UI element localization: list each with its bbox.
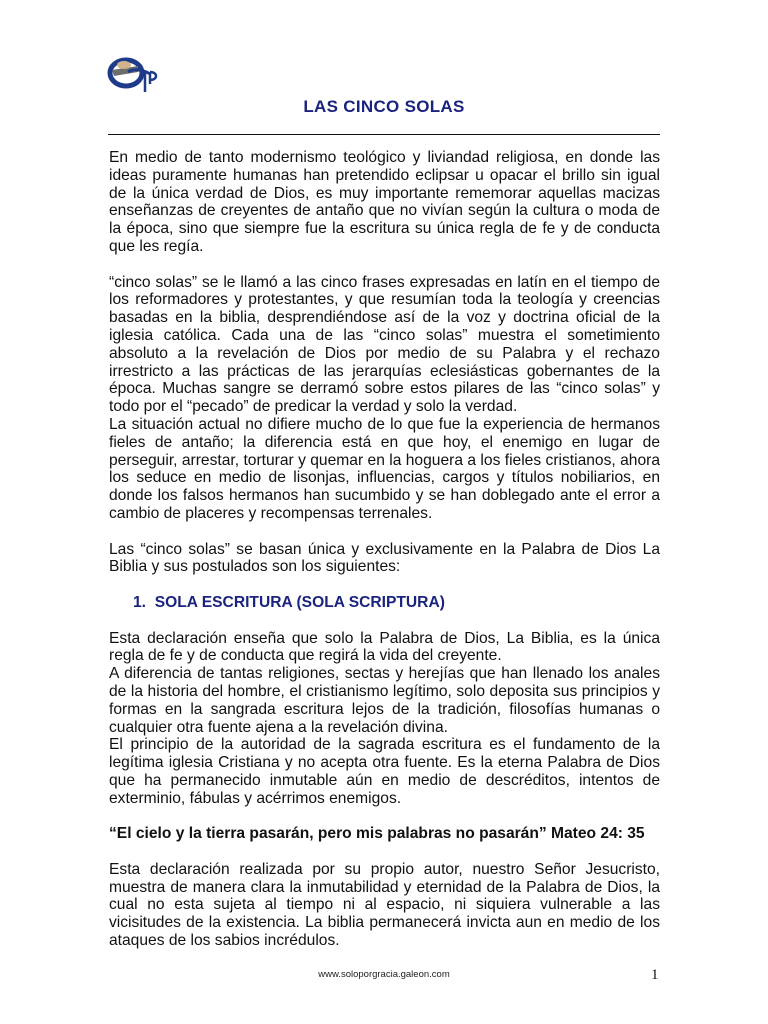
title-divider [108,134,660,135]
bible-quote: “El cielo y la tierra pasarán, pero mis palabras no pasarán” Mateo 24: 35 [109,825,645,843]
spg-logo-icon [104,50,184,96]
paragraph-intro: En medio de tanto modernismo teológico y liviandad religiosa, en donde las ideas puramente humanas han pretendido eclipsar u opacar el brillo sin igual de la única verdad de Dios, es muy importante rememorar aquellas macizas enseñanzas de creyentes de antaño que no vivían según la cultura o moda de la época, sino que siempre fue la escritura su única regla de fe y de conducta que les regía. [109,149,660,255]
paragraph-situacion-actual: La situación actual no difiere mucho de lo que fue la experiencia de hermanos fieles de antaño; la diferencia está en que hoy, el enemigo en lugar de perseguir, arrestar, torturar y quemar en la hoguera a los fieles cristianos, ahora los seduce en medio de lisonjas, influencias, cargos y títulos nobiliarios, en donde los falsos hermanos han sucumbido y se han doblegado ante el error a cambio de placeres y recompensas terrenales. [109,415,660,522]
paragraph-principio: El principio de la autoridad de la sagrada escritura es el fundamento de la legítima iglesia Cristiana y no acepta otra fuente. Es la eterna Palabra de Dios que ha permanecido inmutable aún en medio de descréditos, intentos de exterminio, fábulas y acérrimos enemigos. [109,736,660,807]
paragraph-postulados: Las “cinco solas” se basan única y exclusivamente en la Palabra de Dios La Biblia y sus postulados son los siguientes: [109,540,660,576]
heading-number: 1. [133,593,147,611]
paragraph-cinco-solas: “cinco solas” se le llamó a las cinco frases expresadas en latín en el tiempo de los reformadores y protestantes, y que resumían toda la teología y creencias basadas en la biblia, desprendiéndose así de la voz y doctrina oficial de la iglesia católica. Cada una de las “cinco solas” muestra el sometimiento absoluto a la revelación de Dios por medio de su Palabra y el rechazo irrestricto a las prácticas de las jerarquías eclesiásticas gobernantes de la época. Muchas sangre se derramó sobre estos pilares de las “cinco solas” y todo por el “pecado” de predicar la verdad y solo la verdad. [109,273,660,416]
paragraph-jesucristo: Esta declaración realizada por su propio autor, nuestro Señor Jesucristo, muestra de manera clara la inmutabilidad y eternidad de la Palabra de Dios, la cual no esta sujeta al tiempo ni al espacio, ni siquiera vulnerable a las vicisitudes de la existencia. La biblia permanecerá invicta aun en medio de los ataques de los sabios incrédulos. [109,860,660,950]
footer-url: www.soloporgracia.galeon.com [318,969,450,980]
document-body [109,149,660,950]
page-title: LAS CINCO SOLAS [303,97,465,116]
page-number: 1 [651,967,659,983]
heading-text: SOLA ESCRITURA (SOLA SCRIPTURA) [154,593,445,611]
paragraph-diferencia: A diferencia de tantas religiones, sectas y herejías que han llenado los anales de la historia del hombre, el cristianismo legítimo, solo deposita sus principios y formas en la sangrada escritura lejos de la tradición, filosofías humanas o cualquier otra fuente ajena a la revelación divina. [109,665,660,736]
section-heading-sola-escritura [109,594,660,612]
paragraph-declaracion: Esta declaración enseña que solo la Palabra de Dios, La Biblia, es la única regla de fe y de conducta que regirá la vida del creyente. [109,629,660,665]
